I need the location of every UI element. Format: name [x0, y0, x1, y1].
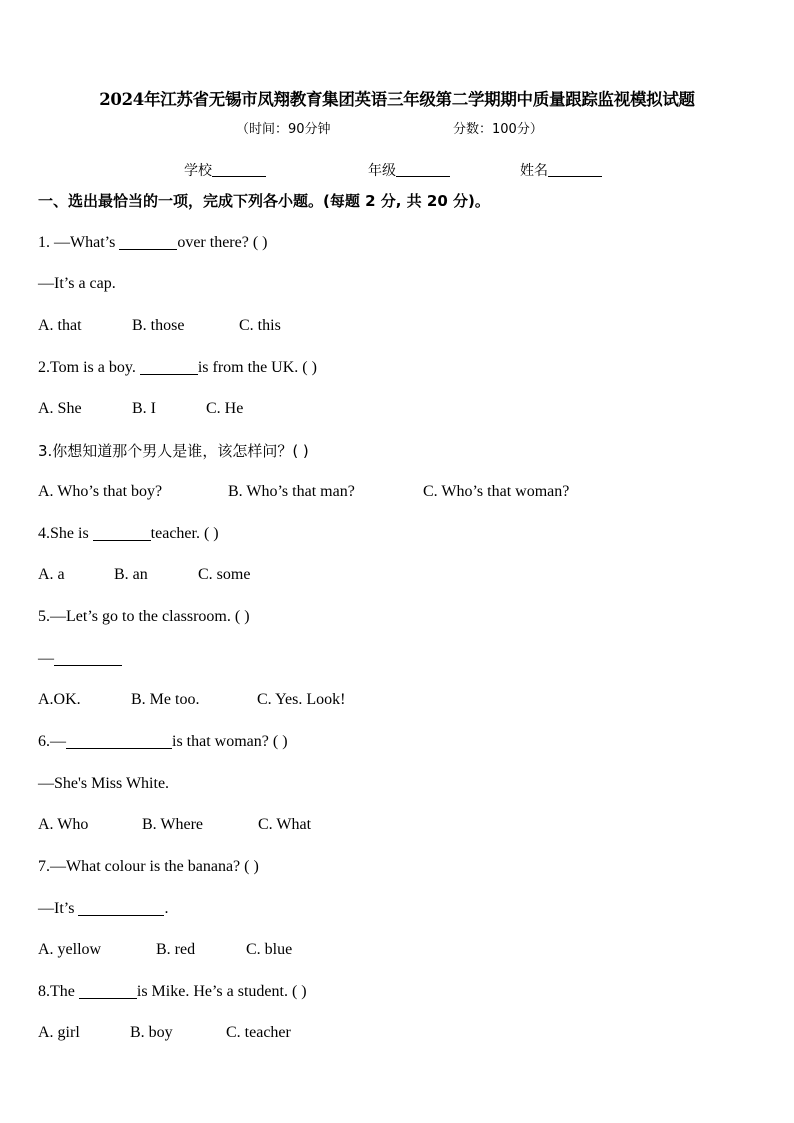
question-7-blank[interactable] [78, 899, 164, 916]
exam-score: 分数：100分） [453, 122, 543, 137]
question-4-option-c[interactable]: C. some [198, 566, 251, 583]
question-2-blank[interactable] [140, 358, 198, 375]
question-7-option-b[interactable]: B. red [156, 941, 196, 958]
question-1-text-a: 1. —What’s [38, 234, 120, 251]
question-6-stem [38, 732, 288, 752]
question-8-text-b: is Mike. He’s a student. ( ) [136, 983, 307, 1000]
question-5-blank[interactable] [54, 649, 122, 666]
question-2-option-b[interactable]: B. I [132, 400, 156, 417]
question-3-stem [38, 441, 309, 462]
question-5-option-b[interactable]: B. Me too. [131, 691, 200, 708]
question-2-option-c[interactable]: C. He [206, 400, 244, 417]
question-5-stem: 5.—Let’s go to the classroom. ( ) [38, 608, 250, 625]
question-4-blank[interactable] [93, 524, 151, 541]
question-2-stem [38, 358, 317, 378]
question-6-option-b[interactable]: B. Where [142, 816, 204, 833]
question-6-text-b: is that woman? ( ) [172, 733, 288, 750]
question-7-option-c[interactable]: C. blue [246, 941, 293, 958]
question-6-option-c[interactable]: C. What [258, 816, 312, 833]
question-3-option-a[interactable]: A. Who’s that boy? [38, 483, 163, 500]
question-5-reply [38, 649, 122, 669]
question-3-option-c[interactable]: C. Who’s that woman? [423, 483, 570, 500]
question-8-text-a: 8.The [38, 983, 79, 1000]
question-3-option-b[interactable]: B. Who’s that man? [228, 483, 355, 500]
grade-blank[interactable] [396, 162, 450, 177]
school-field [184, 160, 266, 180]
question-8-blank[interactable] [79, 982, 137, 999]
exam-title: 2024年江苏省无锡市凤翔教育集团英语三年级第二学期期中质量跟踪监视模拟试题 [99, 90, 695, 109]
question-1-text-b: over there? ( ) [177, 234, 268, 251]
school-blank[interactable] [212, 162, 266, 177]
name-field [520, 160, 602, 180]
question-1-stem [38, 233, 268, 253]
section-heading: 一、选出最恰当的一项，完成下列各小题。(每题 2 分, 共 20 分)。 [38, 192, 490, 210]
question-6-reply: —She's Miss White. [38, 775, 170, 792]
question-1-reply: —It’s a cap. [38, 275, 116, 292]
question-2-text-a: 2.Tom is a boy. [38, 359, 140, 376]
question-7-reply-period: . [164, 900, 169, 917]
grade-field [368, 160, 450, 180]
grade-label: 年级 [368, 163, 396, 179]
question-1-option-a[interactable]: A. that [38, 317, 82, 334]
name-blank[interactable] [548, 162, 602, 177]
question-6-option-a[interactable]: A. Who [38, 816, 89, 833]
question-8-stem [38, 982, 307, 1002]
question-7-reply [38, 899, 168, 919]
question-6-blank[interactable] [66, 732, 172, 749]
question-2-option-a[interactable]: A. She [38, 400, 82, 417]
question-7-option-a[interactable]: A. yellow [38, 941, 102, 958]
exam-time: （时间：90分钟 [236, 122, 331, 137]
question-4-stem [38, 524, 219, 544]
question-2-text-b: is from the UK. ( ) [197, 359, 317, 376]
question-4-text-a: 4.She is [38, 525, 93, 542]
question-7-stem: 7.—What colour is the banana? ( ) [38, 858, 259, 875]
question-6-text-a: 6.— [38, 733, 66, 750]
question-5-option-c[interactable]: C. Yes. Look! [257, 691, 346, 708]
question-4-text-b: teacher. ( ) [150, 525, 219, 542]
question-5-reply-dash: — [38, 650, 54, 667]
question-1-option-b[interactable]: B. those [132, 317, 185, 334]
name-label: 姓名 [520, 163, 548, 179]
question-1-option-c[interactable]: C. this [239, 317, 281, 334]
question-8-option-a[interactable]: A. girl [38, 1024, 80, 1041]
question-4-option-a[interactable]: A. a [38, 566, 65, 583]
school-label: 学校 [184, 163, 212, 179]
question-7-reply-text: —It’s [38, 900, 79, 917]
question-8-option-c[interactable]: C. teacher [226, 1024, 291, 1041]
question-3-text: 3.你想知道那个男人是谁，该怎样问？( ) [38, 442, 309, 460]
question-5-option-a[interactable]: A.OK. [38, 691, 81, 708]
question-1-blank[interactable] [119, 233, 177, 250]
question-8-option-b[interactable]: B. boy [130, 1024, 173, 1041]
question-4-option-b[interactable]: B. an [114, 566, 148, 583]
